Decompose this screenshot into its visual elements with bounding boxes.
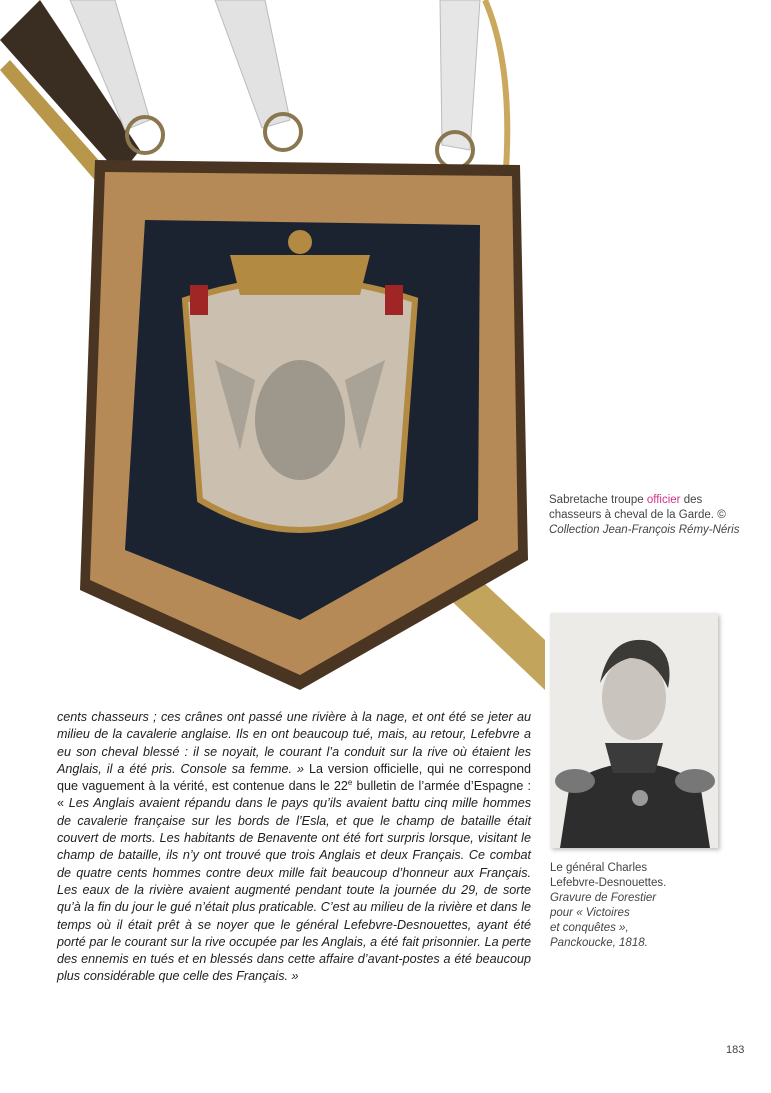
portrait-caption-credit: Gravure de Forestier — [550, 892, 657, 904]
caption-credit: © Collection Jean-François Rémy-Néris — [549, 509, 740, 536]
body-text-2: bulletin de l’armée d’Espagne : « — [57, 779, 531, 811]
body-text: La version officielle, qui ne correspond que vaguement à la vérité, est contenue dans le 22 — [57, 761, 531, 794]
portrait-caption-credit: pour « Victoires — [550, 907, 630, 919]
sabretache-photo — [0, 0, 545, 700]
portrait-caption-credit: Panckoucke, 1818. — [550, 937, 648, 949]
portrait-caption — [550, 861, 740, 951]
page-number: 183 — [726, 1044, 745, 1056]
caption-text: Sabretache troupe — [549, 494, 647, 506]
quote-letter: cents chasseurs ; ces crânes ont passé une rivière à la nage, et ont été se jeter au milieu de la cavalerie anglaise. Ils en ont beaucoup tué, mais, au retour, Lefebvre a eu son cheval blessé : il se noyait, le courant l’a conduit sur la rive où étaient les Anglais, il a été pris. Console sa femme. » — [57, 710, 531, 776]
portrait-caption-credit: et conquêtes », — [550, 922, 629, 934]
ordinal-superscript: e — [347, 778, 353, 787]
quote-bulletin: Les Anglais avaient répandu dans le pays qu’ils avaient battu cinq mille hommes de cavalerie française sur les bords de l’Esla, et que le champ de bataille était couvert de morts. Les habitants de Benavente ont été fort surpris lorsque, visitant le champ de bataille, ils n’y ont trouvé que trois Anglais et deux Français. Ce combat de quatre cents hommes contre deux mille fait beaucoup d’honneur aux Français. Les eaux de la rivière avaient augmenté pendant toute la journée du 29, de sorte qu’à la fin du jour le gué n’était plus praticable. C’est au milieu de la rivière et dans le temps où il était prêt à se noyer que le général Lefebvre-Desnouettes, ayant été porté par le courant sur la rive occupée par les Anglais, a été fait prisonnier. La perte des ennemis en tués et en blessés dans cette affaire d’avant-postes a été beaucoup plus considérable que celle des Français. » — [57, 796, 531, 984]
sabretache-caption — [549, 493, 749, 538]
portrait-caption-line: Le général Charles — [550, 862, 648, 874]
caption-text-2: des chasseurs à cheval de la Garde. — [549, 494, 718, 521]
portrait-caption-line: Lefebvre-Desnouettes. — [550, 877, 667, 889]
body-paragraph — [57, 709, 531, 986]
general-portrait-engraving — [550, 613, 718, 848]
caption-highlight: officier — [646, 494, 681, 506]
